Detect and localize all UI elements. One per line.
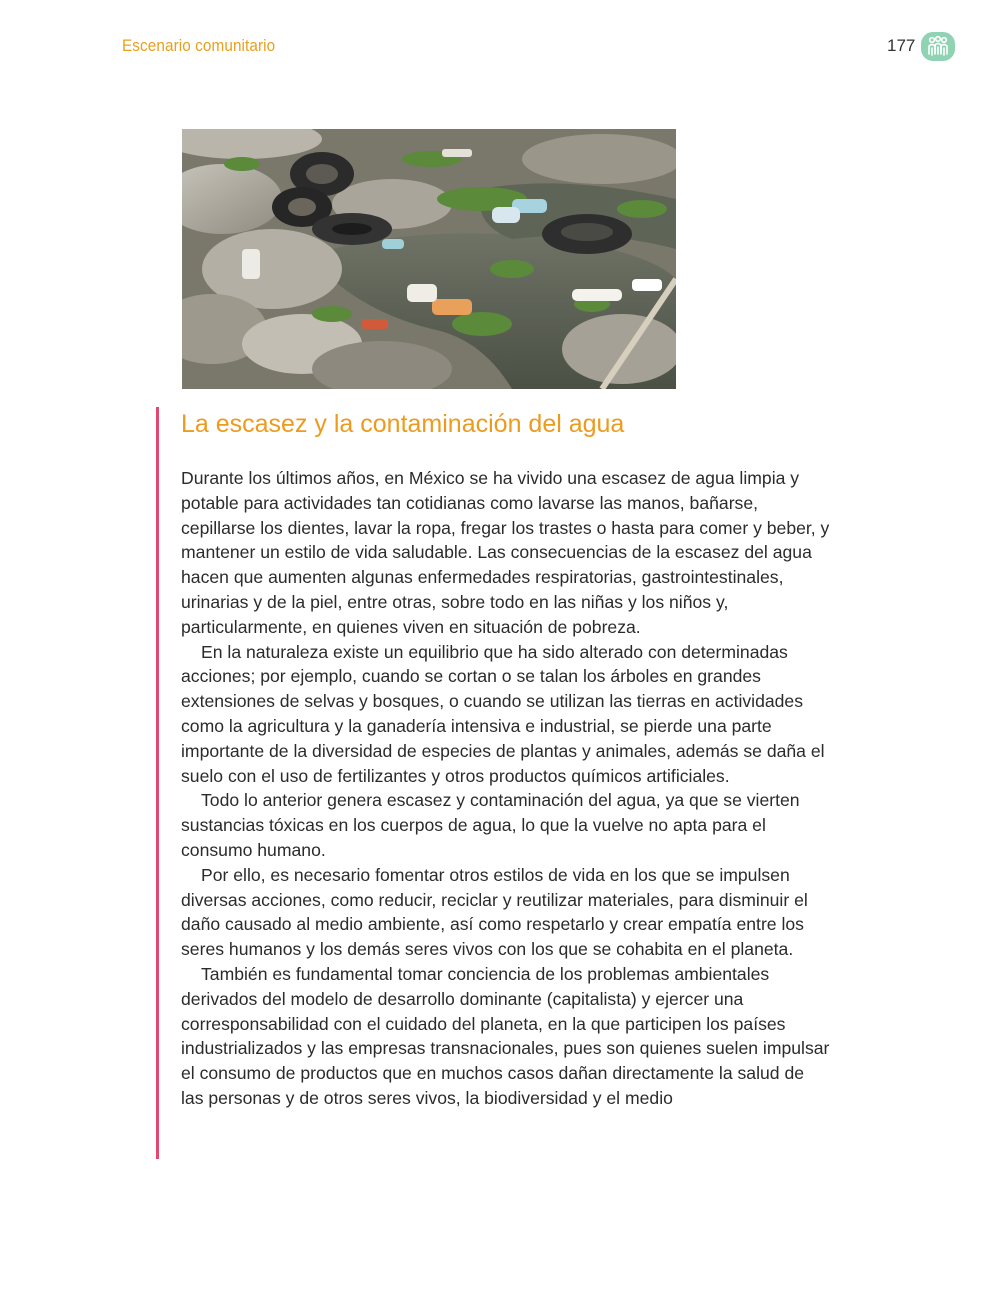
section-title: La escasez y la contaminación del agua: [181, 410, 625, 438]
paragraph: En la naturaleza existe un equilibrio que ha sido alterado con determinadas acciones; por ejemplo, cuando se cortan o se talan los árboles en grandes extensiones de selvas y bosques, o cuando se utilizan las tierras en actividades como la agricultura y la ganadería intensiva e industrial, se pierde una parte importante de la diversidad de especies de plantas y animales, además se daña el suelo con el uso de fertilizantes y otros productos químicos artificiales.: [181, 641, 825, 786]
page-number: 177: [887, 36, 916, 55]
polluted-river-photo: [182, 129, 676, 389]
paragraph: Todo lo anterior genera escasez y contaminación del agua, ya que se vierten sustancias tóxicas en los cuerpos de agua, lo que la vuelve no apta para el consumo humano.: [181, 790, 800, 860]
people-group-icon: [921, 32, 955, 61]
paragraph: Durante los últimos años, en México se ha vivido una escasez de agua limpia y potable para actividades tan cotidianas como lavarse las manos, bañarse, cepillarse los dientes, lavar la ropa, fregar los trastes o hasta para comer y beber, y mantener un estilo de vida saludable. Las consecuencias de la escasez del agua hacen que aumenten algunas enfermedades respiratorias, gastrointestinales, urinarias y de la piel, entre otras, sobre todo en las niñas y los niños y, particularmente, en quienes viven en situación de pobreza.: [181, 468, 830, 637]
section-accent-bar: [156, 407, 159, 1159]
running-head: Escenario comunitario: [122, 36, 276, 55]
body-text: [181, 466, 831, 1111]
paragraph: También es fundamental tomar conciencia de los problemas ambientales derivados del modelo de desarrollo dominante (capitalista) y ejercer una corresponsabilidad con el cuidado del planeta, en la que participen los países industrializados y las empresas transnacionales, pues son quienes suelen impulsar el consumo de productos que en muchos casos dañan directamente la salud de las personas y de otros seres vivos, la biodiversidad y el medio: [181, 963, 830, 1108]
paragraph: Por ello, es necesario fomentar otros estilos de vida en los que se impulsen diversas acciones, como reducir, reciclar y reutilizar materiales, para disminuir el daño causado al medio ambiente, así como respetarlo y crear empatía entre los seres humanos y los demás seres vivos con los que se cohabita en el planeta.: [181, 864, 808, 960]
